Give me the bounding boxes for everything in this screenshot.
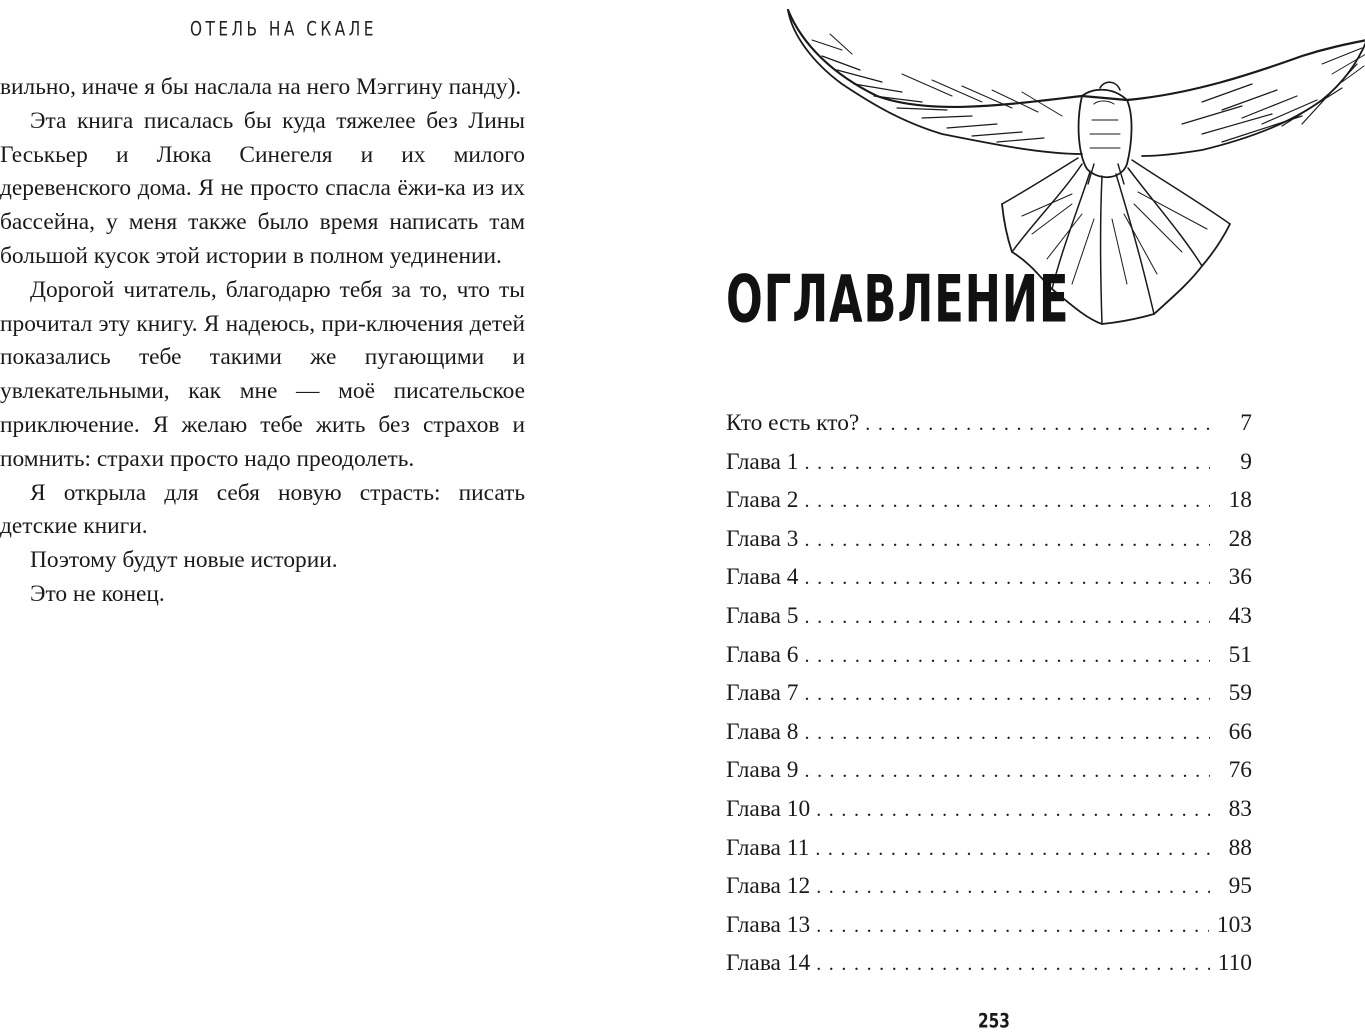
toc-entry-label: Глава 6 <box>726 641 799 668</box>
toc-entry-page: 43 <box>1228 602 1252 629</box>
page-number: 253 <box>978 1010 1010 1033</box>
toc-entry-label: Глава 1 <box>726 448 799 475</box>
toc-dot-leader <box>816 791 1210 830</box>
toc-entry[interactable] <box>726 944 1252 983</box>
toc-entry[interactable] <box>726 520 1252 559</box>
toc-entry[interactable] <box>726 674 1252 713</box>
toc-entry[interactable] <box>726 443 1252 482</box>
toc-dot-leader <box>804 752 1210 791</box>
toc-entry-label: Глава 5 <box>726 602 799 629</box>
paragraph: Дорогой читатель, благодарю тебя за то, что ты прочитал эту книгу. Я надеюсь, при-ключения детей показались тебе такими же пугающими и увлекательными, как мне — моё писательское приключение. Я желаю тебе жить без страхов и помнить: страхи просто надо преодолеть. <box>0 276 525 472</box>
toc-dot-leader <box>865 405 1210 444</box>
toc-dot-leader <box>804 637 1210 676</box>
toc-entry-page: 83 <box>1228 795 1252 822</box>
paragraph: вильно, иначе я бы наслала на него Мэггину панду). <box>0 74 522 100</box>
table-of-contents <box>726 404 1252 983</box>
toc-entry[interactable] <box>726 636 1252 675</box>
toc-entry[interactable] <box>726 751 1252 790</box>
toc-entry-page: 18 <box>1228 487 1252 514</box>
toc-entry-label: Глава 7 <box>726 680 799 707</box>
toc-entry-label: Глава 12 <box>726 873 811 900</box>
toc-entry-label: Кто есть кто? <box>726 410 860 436</box>
toc-entry[interactable] <box>726 558 1252 597</box>
toc-entry-page: 9 <box>1240 448 1252 475</box>
toc-entry-label: Глава 11 <box>726 834 810 861</box>
toc-title: ОГЛАВЛЕНИЕ <box>726 262 1070 338</box>
left-page <box>0 0 682 1032</box>
toc-dot-leader <box>804 675 1210 714</box>
body-text <box>0 71 525 612</box>
toc-entry-page: 110 <box>1217 950 1252 977</box>
toc-entry-label: Глава 8 <box>726 718 799 745</box>
toc-dot-leader <box>816 907 1209 946</box>
paragraph: Это не конец. <box>30 580 165 607</box>
toc-entry[interactable] <box>726 867 1252 906</box>
toc-dot-leader <box>815 830 1210 869</box>
toc-entry-page: 59 <box>1228 680 1252 707</box>
toc-entry[interactable] <box>726 404 1252 443</box>
toc-entry-label: Глава 4 <box>726 564 799 591</box>
paragraph: Я открыла для себя новую страсть: писать детские книги. <box>0 479 525 540</box>
toc-entry-page: 103 <box>1216 911 1252 938</box>
toc-entry-page: 28 <box>1228 525 1252 552</box>
toc-entry-page: 88 <box>1228 834 1252 861</box>
toc-entry-page: 95 <box>1228 873 1252 900</box>
toc-dot-leader <box>804 521 1210 560</box>
paragraph: Поэтому будут новые истории. <box>30 547 338 574</box>
right-page <box>682 0 1365 1032</box>
toc-entry[interactable] <box>726 829 1252 868</box>
toc-entry-label: Глава 3 <box>726 525 799 552</box>
toc-entry-page: 7 <box>1240 410 1252 436</box>
toc-entry-label: Глава 2 <box>726 487 799 514</box>
toc-entry-label: Глава 9 <box>726 757 799 784</box>
toc-entry[interactable] <box>726 906 1252 945</box>
toc-entry[interactable] <box>726 790 1252 829</box>
toc-entry-label: Глава 13 <box>726 911 811 938</box>
toc-dot-leader <box>816 945 1210 984</box>
toc-dot-leader <box>816 868 1210 907</box>
running-head: ОТЕЛЬ НА СКАЛЕ <box>190 18 377 41</box>
toc-dot-leader <box>804 559 1210 598</box>
toc-dot-leader <box>804 714 1210 753</box>
toc-entry-page: 66 <box>1228 718 1252 745</box>
toc-dot-leader <box>804 598 1210 637</box>
toc-dot-leader <box>804 482 1210 521</box>
toc-entry[interactable] <box>726 713 1252 752</box>
toc-entry-label: Глава 14 <box>726 950 811 977</box>
toc-entry-page: 36 <box>1228 564 1252 591</box>
toc-entry-page: 51 <box>1228 641 1252 668</box>
toc-entry[interactable] <box>726 481 1252 520</box>
toc-entry[interactable] <box>726 597 1252 636</box>
toc-dot-leader <box>804 444 1210 483</box>
toc-entry-label: Глава 10 <box>726 795 811 822</box>
paragraph: Эта книга писалась бы куда тяжелее без Лины Геськьер и Люка Синегеля и их милого деревенского дома. Я не просто спасла ёжи-ка из их бассейна, у меня также было время написать там большой кусок этой истории в полном уединении. <box>0 107 525 269</box>
toc-entry-page: 76 <box>1228 757 1252 784</box>
